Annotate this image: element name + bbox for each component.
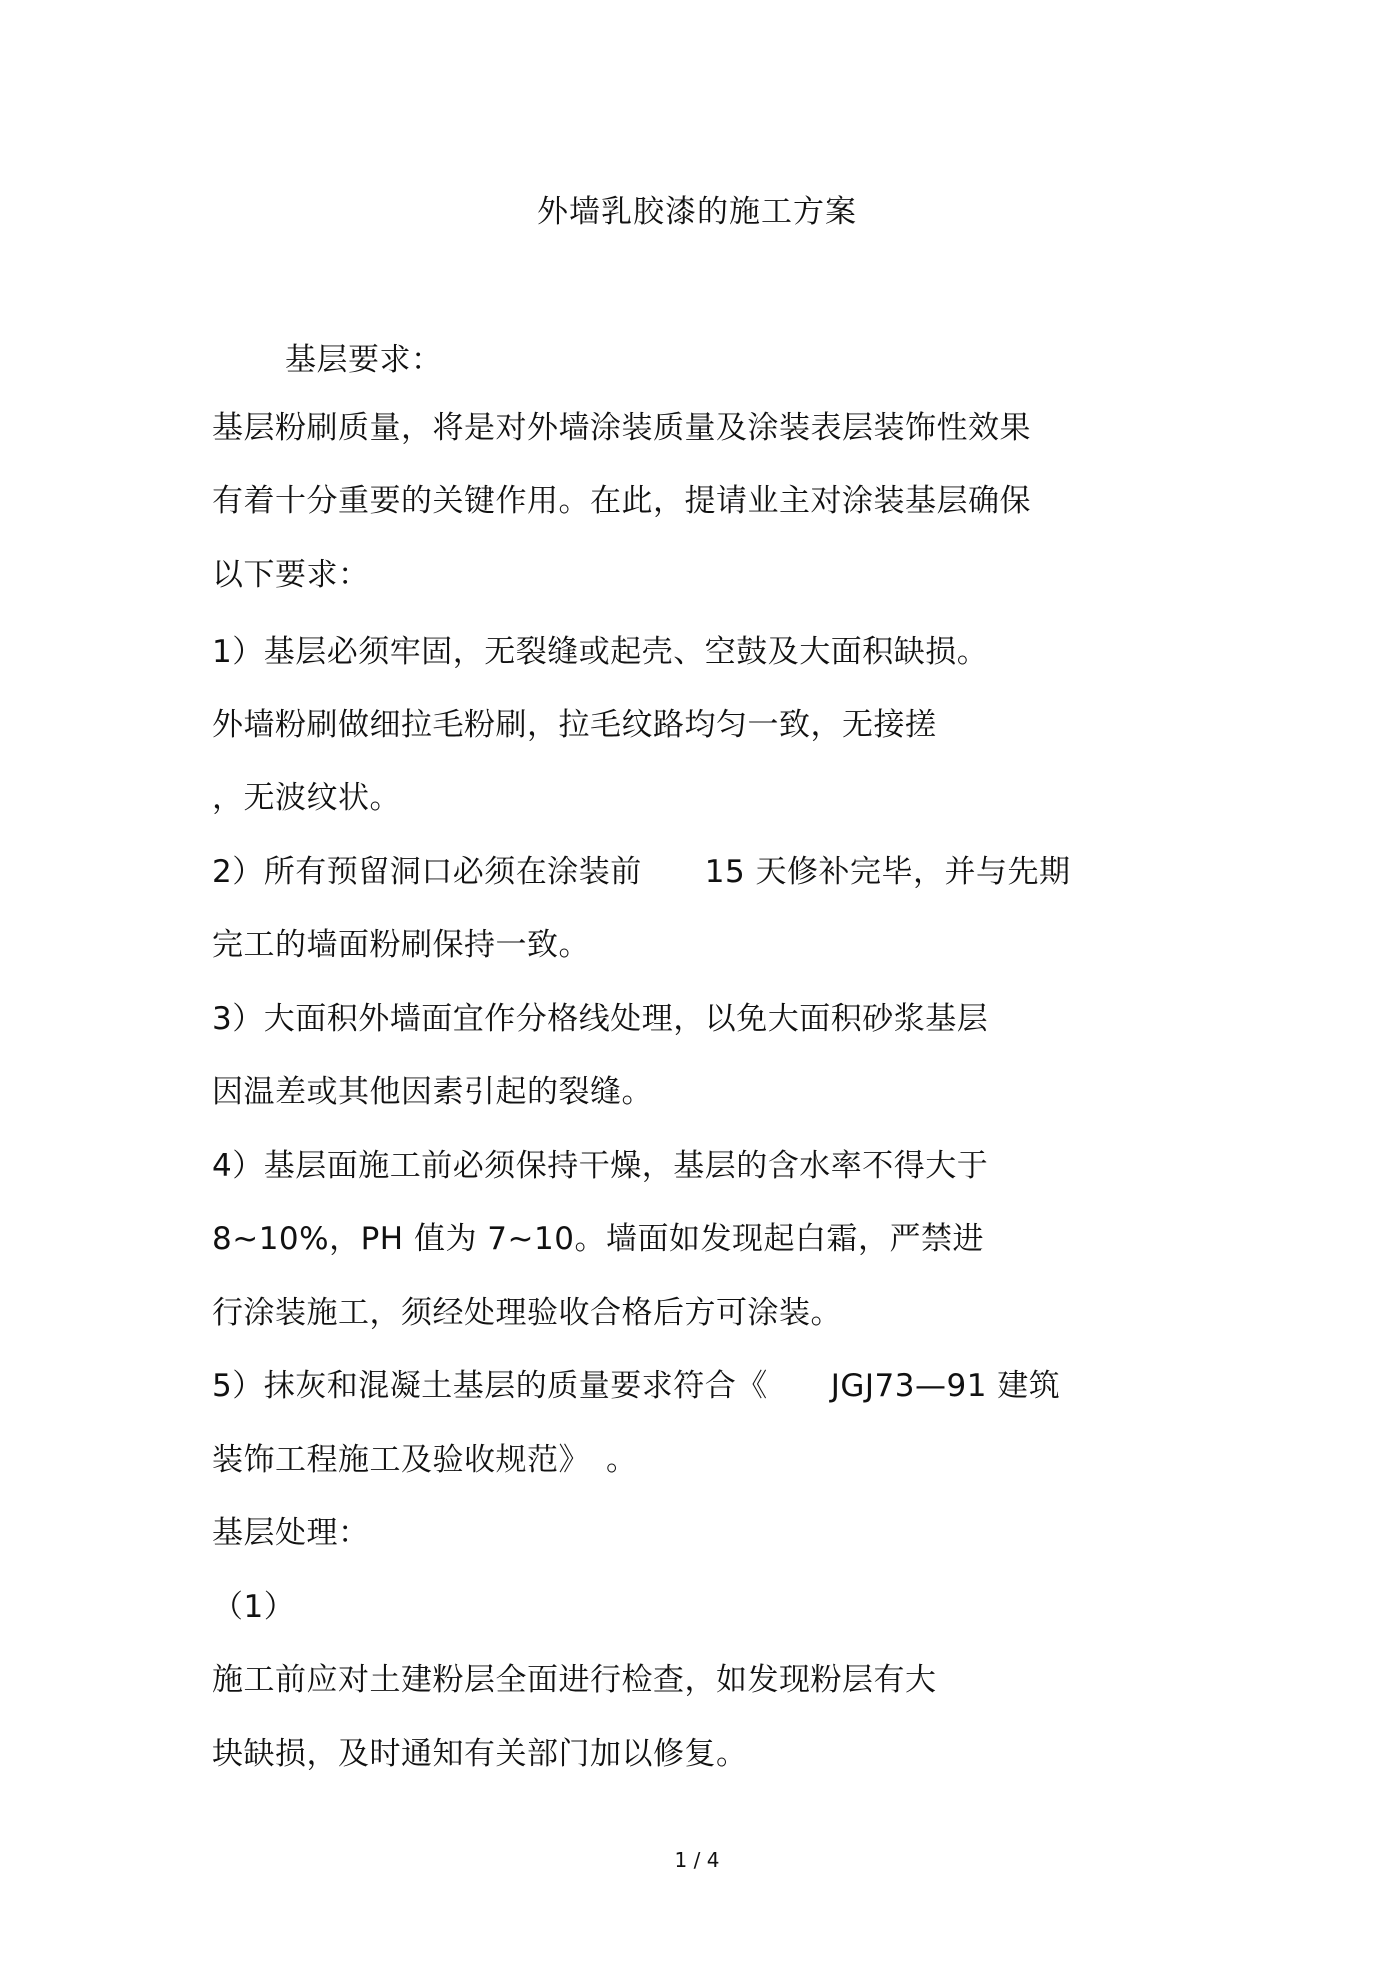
list-item-2: 2）所有预留洞口必须在涂装前 15 天修补完毕，并与先期 (212, 854, 1071, 890)
heading-base-requirements: 基层要求： (285, 342, 443, 378)
paragraph-line: 施工前应对土建粉层全面进行检查，如发现粉层有大 (212, 1662, 937, 1698)
list-item-treatment-1: （1） (212, 1589, 296, 1625)
paragraph-line: 装饰工程施工及验收规范》 。 (212, 1442, 638, 1478)
document-title: 外墙乳胶漆的施工方案 (537, 194, 857, 230)
heading-base-treatment: 基层处理： (212, 1515, 370, 1551)
list-item-4: 4）基层面施工前必须保持干燥，基层的含水率不得大于 (212, 1148, 989, 1184)
list-item-3: 3）大面积外墙面宜作分格线处理，以免大面积砂浆基层 (212, 1001, 989, 1037)
list-item-5: 5）抹灰和混凝土基层的质量要求符合《 JGJ73—91 建筑 (212, 1368, 1061, 1404)
paragraph-line: 完工的墙面粉刷保持一致。 (212, 927, 590, 963)
paragraph-line: 以下要求： (212, 557, 370, 593)
paragraph-line: 外墙粉刷做细拉毛粉刷，拉毛纹路均匀一致，无接搓 (212, 707, 937, 743)
list-item-1: 1）基层必须牢固，无裂缝或起壳、空鼓及大面积缺损。 (212, 634, 989, 670)
paragraph-line: 8~10%，PH 值为 7~10。墙面如发现起白霜，严禁进 (212, 1221, 984, 1257)
paragraph-line: 因温差或其他因素引起的裂缝。 (212, 1074, 653, 1110)
paragraph-line: 基层粉刷质量，将是对外墙涂装质量及涂装表层装饰性效果 (212, 410, 1031, 446)
paragraph-line: 块缺损，及时通知有关部门加以修复。 (212, 1736, 748, 1772)
paragraph-line: 行涂装施工，须经处理验收合格后方可涂装。 (212, 1295, 842, 1331)
paragraph-line: ，无波纹状。 (212, 780, 401, 816)
page-number: 1 / 4 (674, 1848, 720, 1872)
paragraph-line: 有着十分重要的关键作用。在此，提请业主对涂装基层确保 (212, 483, 1031, 519)
